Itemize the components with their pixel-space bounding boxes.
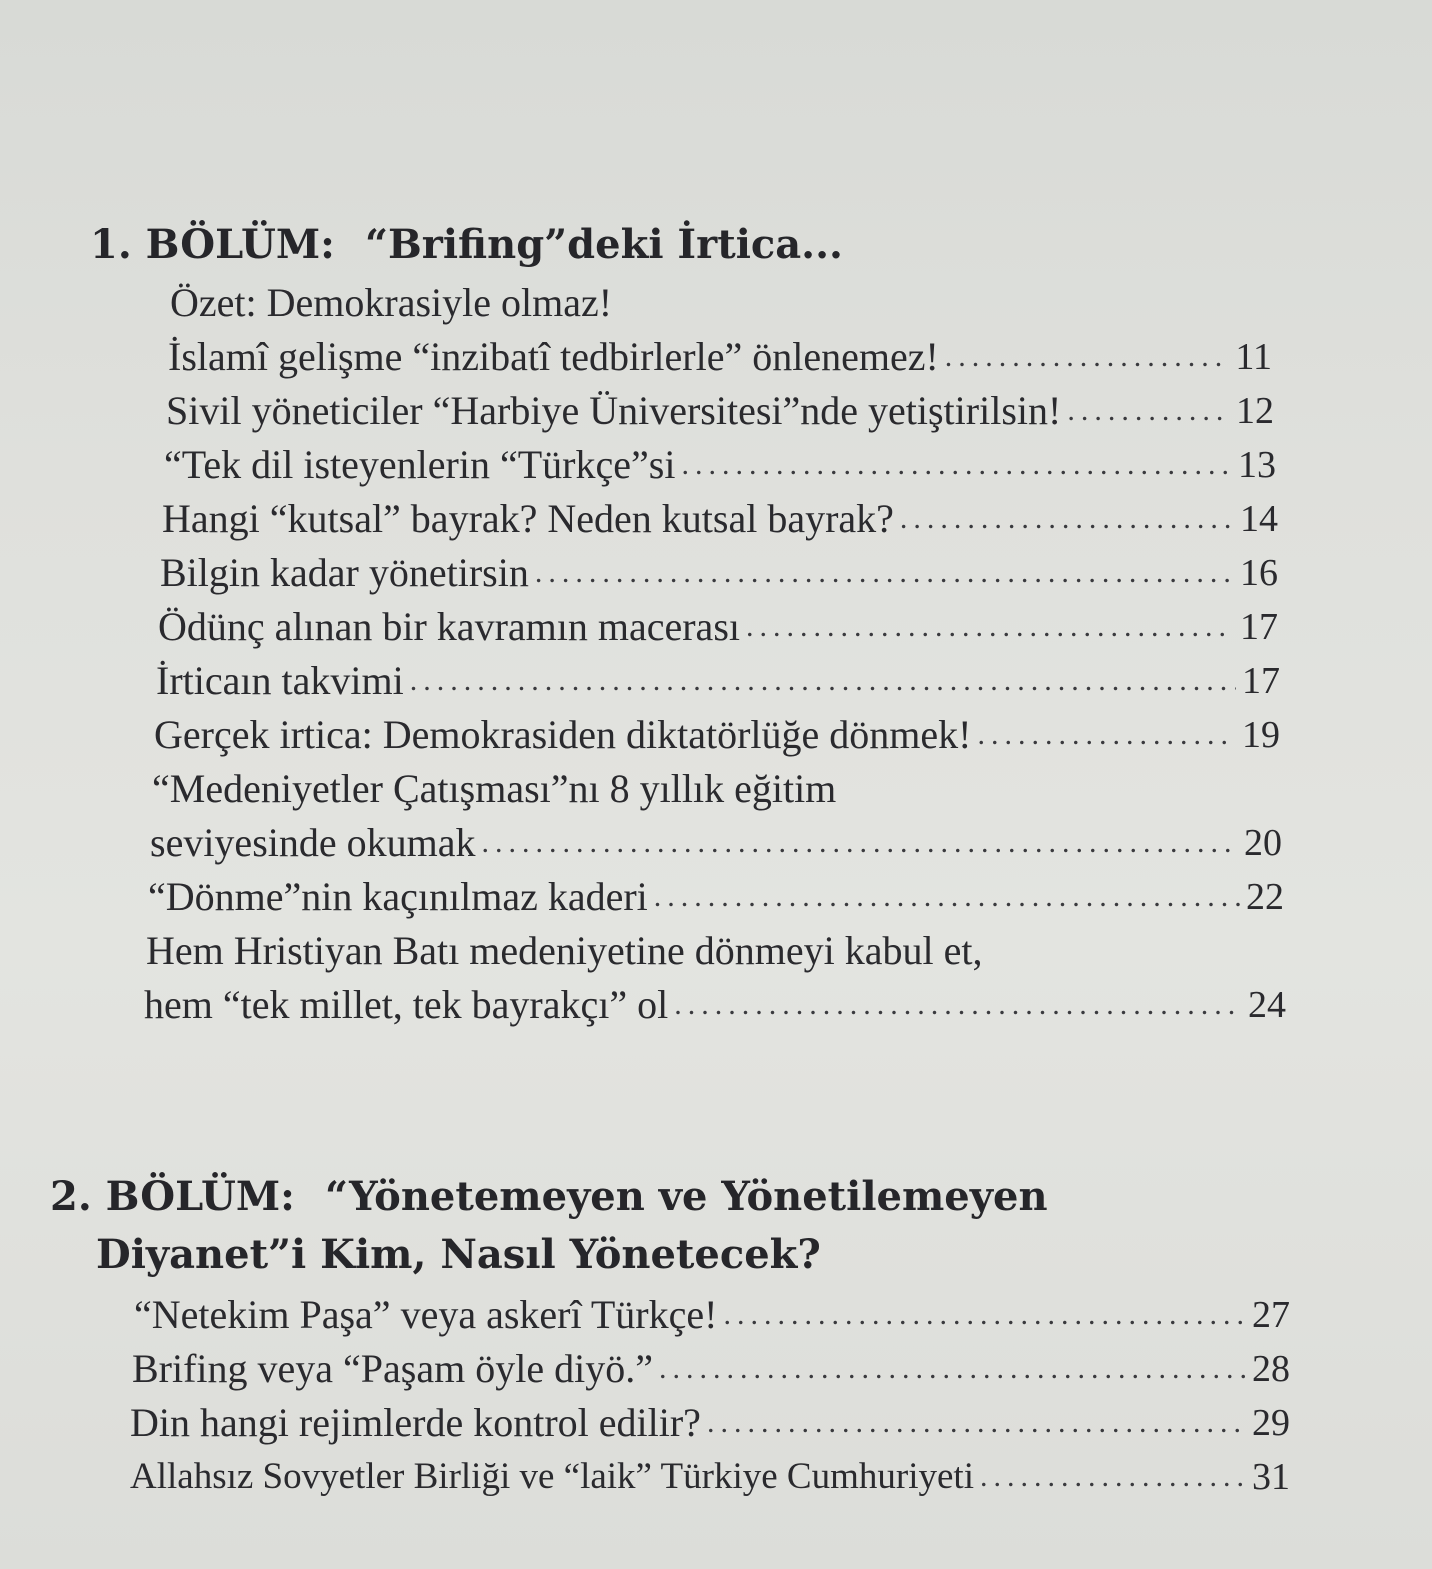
entry-title: “Tek dil isteyenlerin “Türkçe”si [164,442,676,487]
entry-page: 28 [1252,1348,1290,1390]
entry-page: 13 [1238,444,1276,486]
entry-page: 31 [1252,1456,1290,1498]
entry-page: 24 [1248,984,1286,1026]
toc-entry [150,816,1282,870]
entry-title: Hangi “kutsal” bayrak? Neden kutsal bayrak? [162,496,894,541]
entry-page: 17 [1242,660,1280,702]
entry-title: Özet: Demokrasiyle olmaz! [170,280,613,325]
toc-entry [166,384,1274,438]
entry-page: 11 [1235,336,1272,378]
entry-title: Din hangi rejimlerde kontrol edilir? [130,1400,701,1445]
toc-entry [154,708,1280,762]
entry-page: 27 [1252,1294,1290,1336]
chapter-title: “Brifing”deki İrtica... [364,221,843,268]
toc-entry [164,438,1276,492]
entry-page: 12 [1236,390,1274,432]
toc-entry [168,330,1272,384]
toc-entry [130,1396,1290,1450]
toc-entry [158,600,1278,654]
entry-title: hem “tek millet, tek bayrakçı” ol [144,982,669,1027]
entry-title: “Medeniyetler Çatışması”nı 8 yıllık eğitim [152,766,837,811]
entry-page: 14 [1240,498,1278,540]
toc-entry [130,1450,1290,1504]
entry-title: İrticaın takvimi [156,658,404,703]
toc-entry [132,1342,1290,1396]
entry-page: 20 [1244,822,1282,864]
chapter-number: 1. BÖLÜM: [90,221,335,268]
entry-title: Brifing veya “Paşam öyle diyö.” [132,1346,653,1391]
chapter-title-continued: Diyanet”i Kim, Nasıl Yönetecek? [96,1231,821,1278]
toc-entry [144,978,1286,1032]
entry-title: “Dönme”nin kaçınılmaz kaderi [148,874,648,919]
entry-title: seviyesinde okumak [150,820,476,865]
chapter-number: 2. BÖLÜM: [50,1173,295,1220]
toc-entry [146,924,1284,978]
entry-page: 22 [1246,876,1284,918]
toc-entry [162,492,1278,546]
toc-entry [152,762,1280,816]
chapter-heading [50,1170,1432,1282]
toc-entry [156,654,1280,708]
toc-entry [148,870,1284,924]
entry-title: “Netekim Paşa” veya askerî Türkçe! [134,1292,718,1337]
chapter-2 [0,1170,1432,1504]
entry-page: 29 [1252,1402,1290,1444]
chapter-heading [90,218,1432,272]
entry-title: Ödünç alınan bir kavramın macerası [158,604,740,649]
entry-page: 16 [1240,552,1278,594]
toc-entry [170,276,1272,330]
chapter-1 [0,218,1432,1032]
entry-title: Bilgin kadar yönetirsin [160,550,529,595]
toc-entry [134,1288,1290,1342]
entry-title: Allahsız Sovyetler Birliği ve “laik” Türkiye Cumhuriyeti [130,1456,974,1497]
entry-title: Sivil yöneticiler “Harbiye Üniversitesi”nde yetiştirilsin! [166,388,1062,433]
entry-page: 19 [1242,714,1280,756]
entry-page: 17 [1240,606,1278,648]
entry-title: Gerçek irtica: Demokrasiden diktatörlüğe dönmek! [154,712,972,757]
entry-title: Hem Hristiyan Batı medeniyetine dönmeyi kabul et, [146,928,983,973]
toc-entry [160,546,1278,600]
entry-title: İslamî gelişme “inzibatî tedbirlerle” önlenemez! [168,334,939,379]
chapter-title: “Yönetemeyen ve Yönetilemeyen [324,1173,1048,1220]
